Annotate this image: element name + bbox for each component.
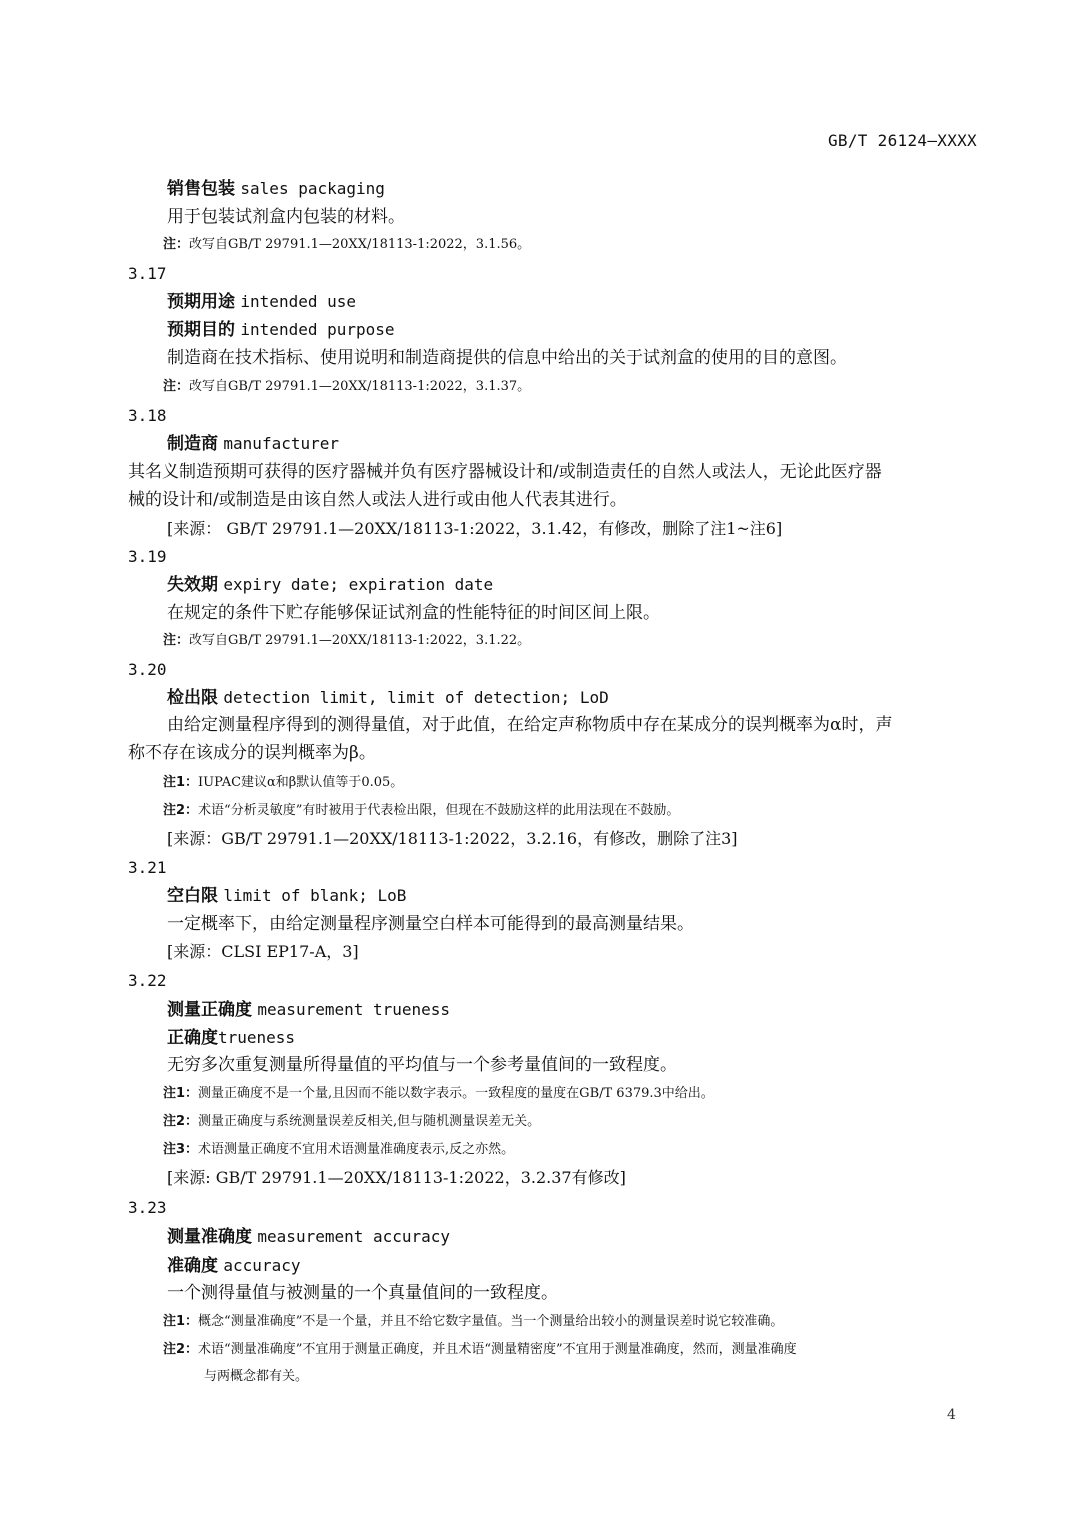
term-note	[163, 634, 530, 647]
term-heading	[167, 1229, 450, 1246]
term-chinese: 预期用途	[167, 292, 235, 312]
term-chinese: 失效期	[167, 575, 218, 595]
term-definition: 由给定测量程序得到的测得量值，对于此值，在给定声称物质中存在某成分的误判概率为α时，声	[167, 715, 893, 735]
note-text: 术语“分析灵敏度”有时被用于代表检出限，但现在不鼓励这样的此用法现在不鼓励。	[198, 803, 680, 818]
term-english: detection limit, limit of detection; LoD	[223, 688, 609, 707]
term-source: [来源：GB/T 29791.1—20XX/18113-1:2022，3.2.16，有修改，删除了注3]	[167, 829, 738, 848]
term-english: sales packaging	[240, 179, 385, 198]
note-label: 注1：	[163, 775, 199, 790]
term-source: [来源： GB/T 29791.1—20XX/18113-1:2022，3.1.42，有修改，删除了注1~注6]	[167, 519, 783, 538]
term-heading-alt	[167, 1258, 300, 1275]
term-heading	[167, 690, 609, 707]
term-heading-alt	[167, 1030, 295, 1047]
note-text: 概念“测量准确度”不是一个量，并且不给它数字量值。当一个测量给出较小的测量误差时说它较准确。	[198, 1314, 784, 1329]
note-label: 注：	[163, 379, 190, 394]
term-english: intended use	[240, 292, 356, 311]
note-label: 注2：	[163, 1114, 199, 1129]
term-english: trueness	[218, 1028, 296, 1047]
term-definition: 其名义制造预期可获得的医疗器械并负有医疗器械设计和/或制造责任的自然人或法人，无论此医疗器	[128, 462, 882, 482]
clause-number: 3.18	[128, 406, 167, 425]
term-note-cont: 与两概念都有关。	[204, 1369, 309, 1384]
note-text: 改写自GB/T 29791.1—20XX/18113-1:2022，3.1.56。	[189, 237, 531, 252]
term-note	[163, 1115, 540, 1128]
term-heading	[167, 577, 493, 594]
clause-number: 3.21	[128, 858, 167, 877]
note-label: 注2：	[163, 803, 199, 818]
term-english: measurement accuracy	[257, 1227, 451, 1246]
term-note	[163, 1087, 714, 1100]
term-heading	[167, 888, 406, 905]
note-text: 术语测量正确度不宜用术语测量准确度表示,反之亦然。	[198, 1142, 515, 1157]
term-definition-cont: 械的设计和/或制造是由该自然人或法人进行或由他人代表其进行。	[128, 490, 627, 510]
term-note	[163, 776, 403, 789]
term-note	[163, 1143, 514, 1156]
term-note	[163, 804, 679, 817]
term-english: manufacturer	[223, 434, 339, 453]
note-text: IUPAC建议α和β默认值等于0.05。	[198, 775, 404, 790]
note-text: 术语“测量准确度”不宜用于测量正确度，并且术语“测量精密度”不宜用于测量准确度，然而，测量准确度	[198, 1342, 797, 1357]
term-source: [来源: GB/T 29791.1—20XX/18113-1:2022，3.2.37有修改]	[167, 1168, 626, 1187]
term-definition: 在规定的条件下贮存能够保证试剂盒的性能特征的时间区间上限。	[167, 603, 660, 623]
note-label: 注1：	[163, 1086, 199, 1101]
term-english: accuracy	[223, 1256, 301, 1275]
term-note	[163, 380, 530, 393]
term-source: [来源：CLSI EP17-A，3]	[167, 942, 359, 961]
note-text: 测量正确度不是一个量,且因而不能以数字表示。一致程度的量度在GB/T 6379.3中给出。	[198, 1086, 714, 1101]
term-definition-cont: 称不存在该成分的误判概率为β。	[128, 743, 376, 763]
page-number: 4	[947, 1407, 956, 1423]
term-english: expiry date; expiration date	[223, 575, 494, 594]
term-definition: 用于包装试剂盒内包装的材料。	[167, 207, 405, 227]
clause-number: 3.23	[128, 1198, 167, 1217]
term-note	[163, 1343, 797, 1356]
term-chinese: 销售包装	[167, 179, 235, 199]
term-chinese: 测量正确度	[167, 1000, 252, 1020]
note-label: 注：	[163, 237, 190, 252]
note-label: 注2：	[163, 1342, 199, 1357]
term-note	[163, 1315, 783, 1328]
term-english: limit of blank; LoB	[223, 886, 407, 905]
note-text: 改写自GB/T 29791.1—20XX/18113-1:2022，3.1.22。	[189, 633, 531, 648]
standard-number-header: GB/T 26124—XXXX	[828, 131, 977, 150]
term-definition: 制造商在技术指标、使用说明和制造商提供的信息中给出的关于试剂盒的使用的目的意图。	[167, 348, 847, 368]
clause-number: 3.17	[128, 264, 167, 283]
term-chinese: 准确度	[167, 1256, 218, 1276]
clause-number: 3.20	[128, 660, 167, 679]
term-definition: 一定概率下，由给定测量程序测量空白样本可能得到的最高测量结果。	[167, 914, 694, 934]
term-heading	[167, 181, 385, 198]
term-chinese: 测量准确度	[167, 1227, 252, 1247]
clause-number: 3.22	[128, 971, 167, 990]
note-label: 注：	[163, 633, 190, 648]
term-heading	[167, 1002, 450, 1019]
term-heading	[167, 436, 339, 453]
note-text: 测量正确度与系统测量误差反相关,但与随机测量误差无关。	[198, 1114, 541, 1129]
note-text: 改写自GB/T 29791.1—20XX/18113-1:2022，3.1.37。	[189, 379, 531, 394]
term-definition: 无穷多次重复测量所得量值的平均值与一个参考量值间的一致程度。	[167, 1055, 677, 1075]
term-chinese: 制造商	[167, 434, 218, 454]
term-note	[163, 238, 530, 251]
term-chinese: 检出限	[167, 688, 218, 708]
clause-number: 3.19	[128, 547, 167, 566]
term-english: intended purpose	[240, 320, 395, 339]
term-chinese: 空白限	[167, 886, 218, 906]
term-english: measurement trueness	[257, 1000, 451, 1019]
note-label: 注1：	[163, 1314, 199, 1329]
term-chinese: 预期目的	[167, 320, 235, 340]
term-definition: 一个测得量值与被测量的一个真量值间的一致程度。	[167, 1283, 558, 1303]
term-heading	[167, 294, 356, 311]
term-heading-alt	[167, 322, 395, 339]
note-label: 注3：	[163, 1142, 199, 1157]
term-chinese: 正确度	[167, 1028, 218, 1048]
